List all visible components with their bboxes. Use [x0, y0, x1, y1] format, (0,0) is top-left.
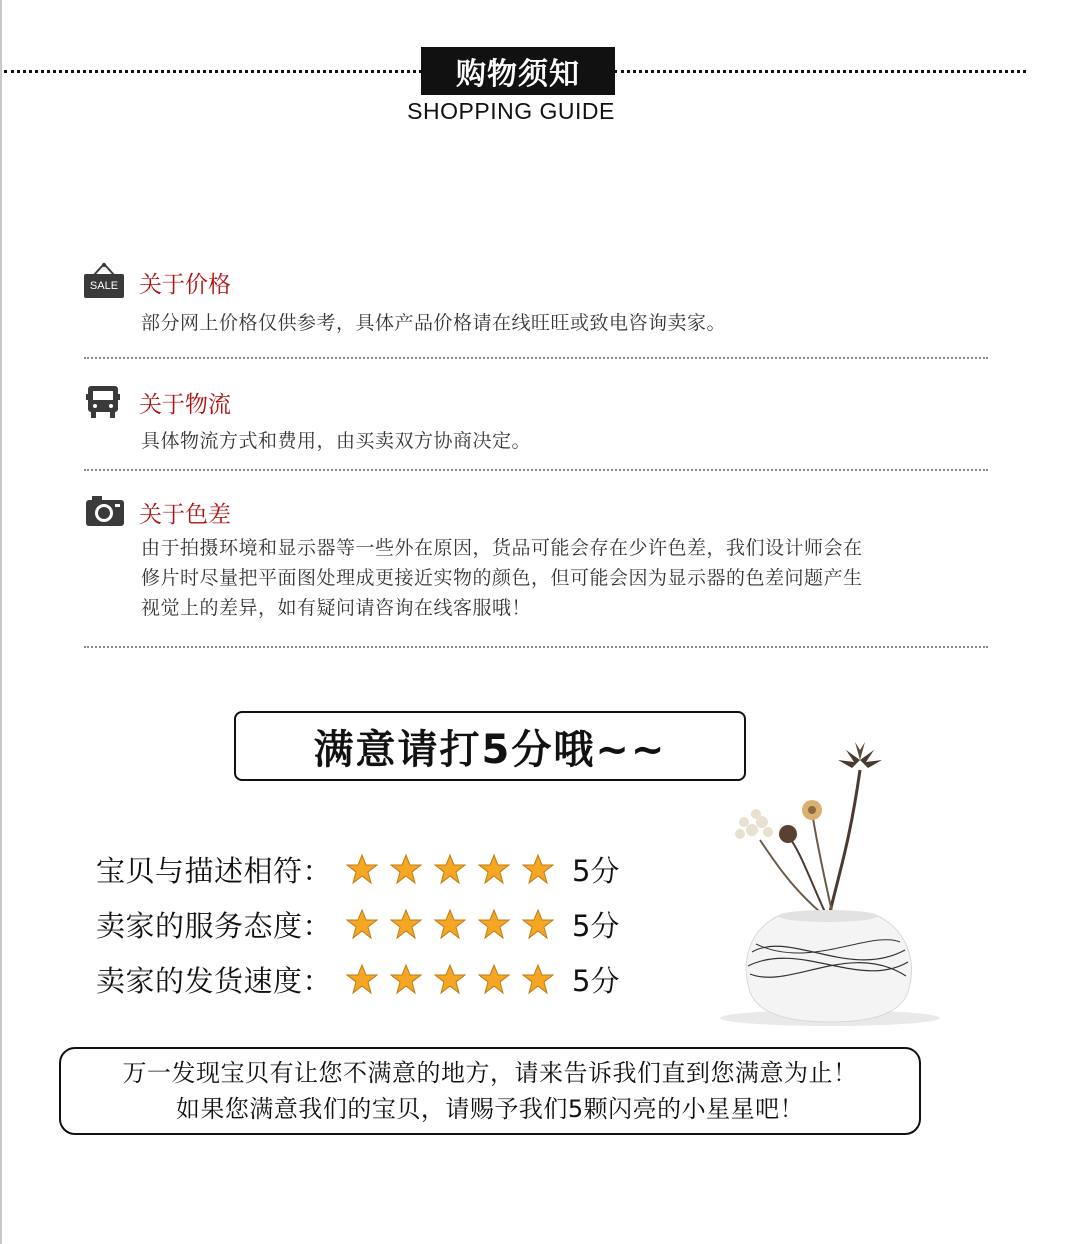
- star-icon: [478, 963, 510, 995]
- header-dotted-line-right: [614, 70, 1026, 73]
- section-body-line: 视觉上的差异，如有疑问请咨询在线客服哦！: [141, 597, 532, 619]
- star-icon: [390, 853, 422, 885]
- truck-icon: [84, 384, 126, 420]
- satisfaction-notice: [59, 1047, 921, 1135]
- camera-icon: [84, 494, 126, 530]
- star-icon: [522, 963, 554, 995]
- header-dotted-line-left: [4, 70, 422, 73]
- rating-row-shipping: [96, 957, 619, 1001]
- notice-line: 如果您满意我们的宝贝，请赐予我们5颗闪亮的小星星吧！: [175, 1095, 805, 1123]
- section-title: 关于价格: [139, 272, 231, 298]
- vase-flowers-illustration: [700, 730, 970, 1030]
- rating-row-service: [96, 902, 619, 946]
- section-body-line: 具体物流方式和费用，由买卖双方协商决定。: [141, 430, 532, 452]
- section-body-line: 部分网上价格仅供参考，具体产品价格请在线旺旺或致电咨询卖家。: [141, 312, 727, 334]
- section-divider: [84, 357, 988, 359]
- section-body: [141, 533, 863, 623]
- star-icon: [434, 908, 466, 940]
- star-icon: [390, 963, 422, 995]
- page-title: 购物须知: [421, 47, 615, 95]
- star-rating: [346, 853, 554, 885]
- notice-line: 万一发现宝贝有让您不满意的地方，请来告诉我们直到您满意为止！: [122, 1059, 858, 1087]
- star-icon: [434, 853, 466, 885]
- section-body-line: 修片时尽量把平面图处理成更接近实物的颜色，但可能会因为显示器的色差问题产生: [141, 567, 863, 589]
- star-icon: [434, 963, 466, 995]
- section-body: [141, 308, 726, 338]
- star-icon: [346, 963, 378, 995]
- star-rating: [346, 963, 554, 995]
- star-icon: [522, 853, 554, 885]
- page-subtitle: SHOPPING GUIDE: [407, 98, 615, 124]
- section-body: [141, 426, 531, 456]
- rating-label: 卖家的发货速度：: [96, 963, 333, 998]
- section-divider: [84, 469, 988, 471]
- rating-row-description: [96, 847, 619, 891]
- star-icon: [346, 853, 378, 885]
- star-icon: [522, 908, 554, 940]
- star-icon: [346, 908, 378, 940]
- section-body-line: 由于拍摄环境和显示器等一些外在原因，货品可能会存在少许色差，我们设计师会在: [141, 537, 863, 559]
- section-title: 关于物流: [139, 392, 231, 418]
- rating-banner: 满意请打5分哦~~: [234, 711, 746, 781]
- rating-score: 5分: [572, 853, 620, 888]
- rating-label: 宝贝与描述相符：: [96, 853, 333, 888]
- star-icon: [478, 853, 510, 885]
- rating-score: 5分: [572, 908, 620, 943]
- star-icon: [390, 908, 422, 940]
- sale-badge-text: SALE: [84, 274, 124, 298]
- section-title: 关于色差: [139, 502, 231, 528]
- star-rating: [346, 908, 554, 940]
- page-left-border: [0, 0, 2, 1244]
- star-icon: [478, 908, 510, 940]
- section-divider: [84, 646, 988, 648]
- rating-label: 卖家的服务态度：: [96, 908, 333, 943]
- sale-tag-icon: [84, 264, 126, 300]
- rating-score: 5分: [572, 963, 620, 998]
